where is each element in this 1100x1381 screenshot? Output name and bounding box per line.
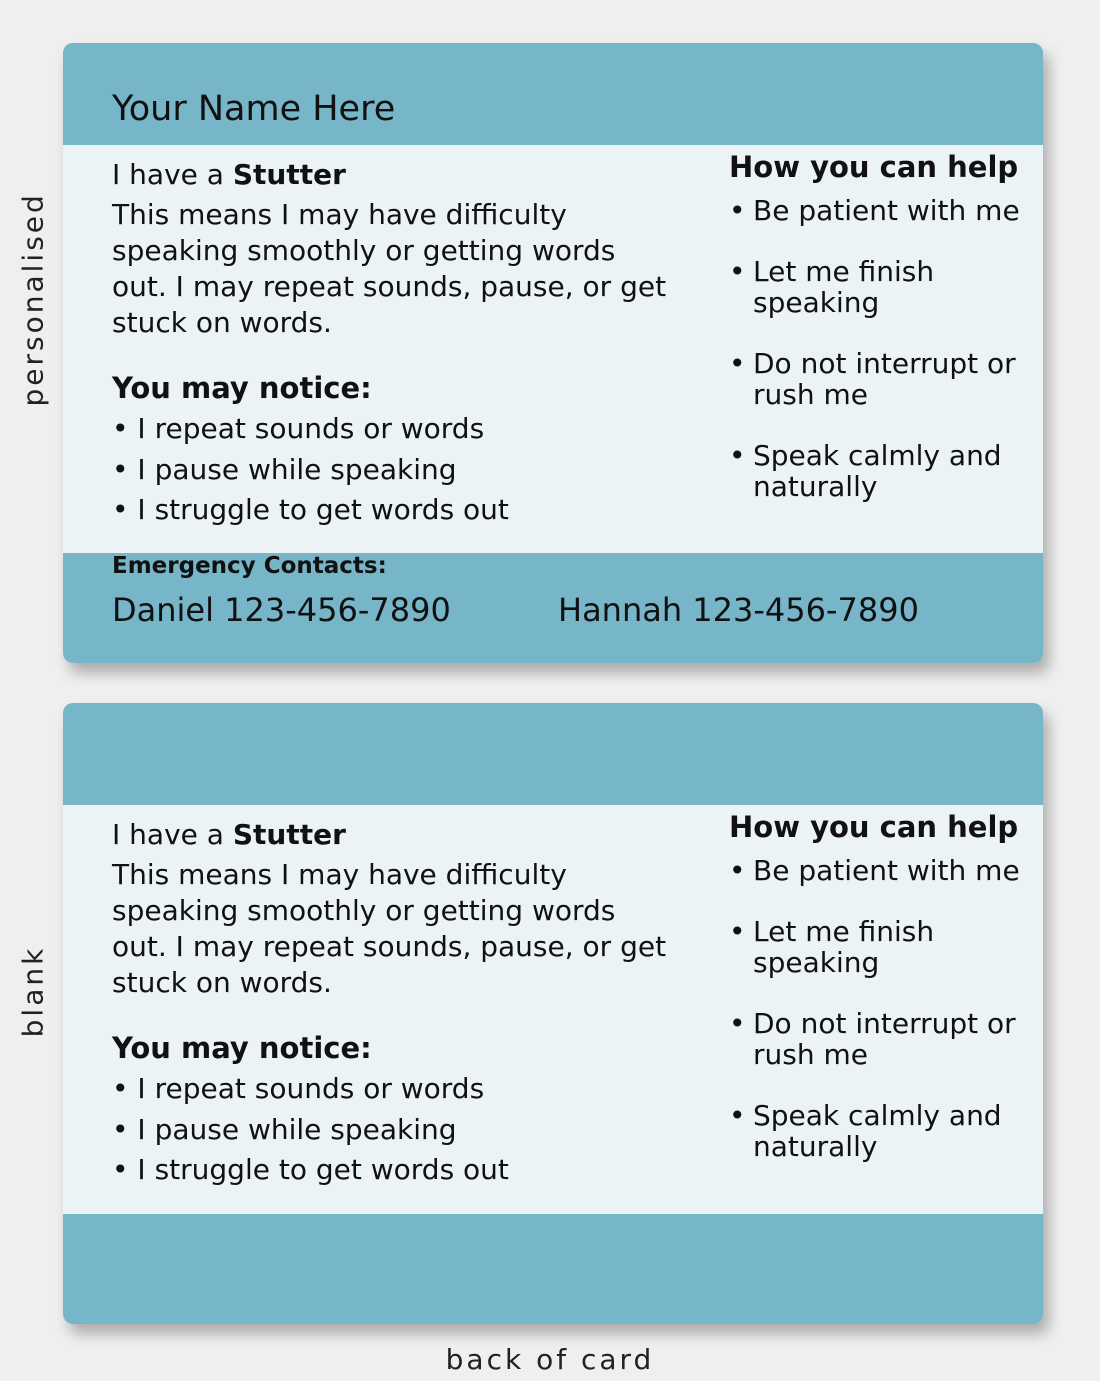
help-item: • Let me finish speaking (729, 916, 1029, 978)
back-of-card-caption: back of card (445, 1343, 655, 1376)
help-item: • Speak calmly and naturally (729, 1100, 1029, 1162)
notice-item: • I struggle to get words out (112, 1153, 509, 1186)
condition-line (112, 817, 672, 853)
condition-prefix: I have a (112, 158, 233, 191)
notice-item: • I repeat sounds or words (112, 412, 485, 445)
help-column (729, 809, 1029, 1192)
card-header-band (63, 703, 1043, 805)
condition-description: This means I may have difficulty speaking smoothly or getting words out. I may repeat sounds, pause, or get stuck on words. (112, 858, 667, 999)
help-item: • Speak calmly and naturally (729, 440, 1029, 502)
help-item: • Do not interrupt or rush me (729, 348, 1029, 410)
help-heading: How you can help (729, 810, 1019, 844)
notice-item: • I pause while speaking (112, 1112, 457, 1146)
personalised-label: personalised (16, 192, 50, 407)
blank-card (63, 703, 1043, 1324)
card-holder-name: Your Name Here (112, 89, 396, 129)
condition-prefix: I have a (112, 818, 233, 851)
personalised-card (63, 43, 1043, 663)
help-item: • Be patient with me (729, 855, 1029, 886)
notice-heading: You may notice: (112, 371, 372, 405)
help-column (729, 149, 1029, 532)
condition-line (112, 157, 672, 193)
help-item: • Do not interrupt or rush me (729, 1008, 1029, 1070)
condition-name: Stutter (232, 158, 346, 191)
emergency-contacts-heading: Emergency Contacts: (112, 553, 387, 579)
condition-description: This means I may have difficulty speaking smoothly or getting words out. I may repeat sounds, pause, or get stuck on words. (112, 198, 667, 339)
card-info-column (112, 157, 672, 531)
emergency-contact: Hannah 123-456-7890 (558, 591, 919, 629)
help-item: • Be patient with me (729, 195, 1029, 226)
emergency-contact: Daniel 123-456-7890 (112, 591, 451, 629)
card-header-band (63, 43, 1043, 145)
notice-item: • I repeat sounds or words (112, 1072, 485, 1105)
card-footer-band (63, 1214, 1043, 1324)
notice-heading: You may notice: (112, 1031, 372, 1065)
condition-name: Stutter (232, 818, 346, 851)
help-list (729, 195, 1029, 502)
notice-list (112, 409, 672, 531)
help-item: • Let me finish speaking (729, 256, 1029, 318)
help-heading: How you can help (729, 150, 1019, 184)
card-info-column (112, 817, 672, 1191)
help-list (729, 855, 1029, 1162)
notice-item: • I pause while speaking (112, 452, 457, 486)
notice-item: • I struggle to get words out (112, 493, 509, 526)
blank-label: blank (16, 945, 50, 1038)
notice-list (112, 1069, 672, 1191)
